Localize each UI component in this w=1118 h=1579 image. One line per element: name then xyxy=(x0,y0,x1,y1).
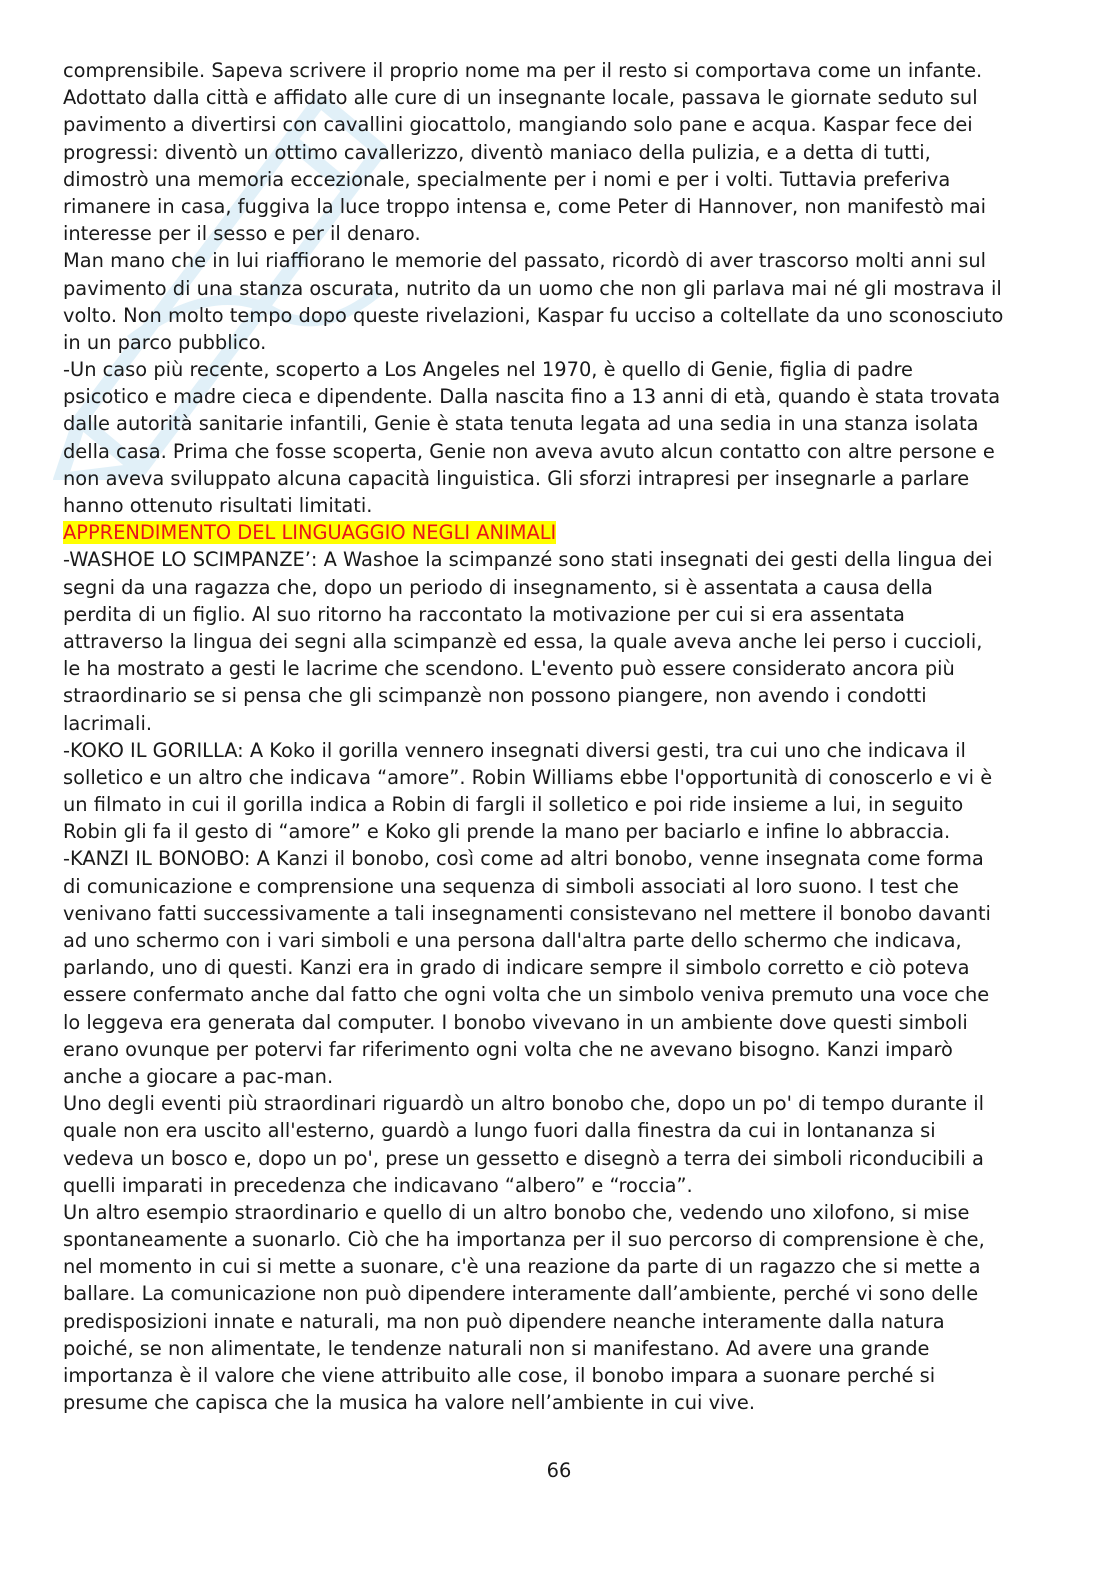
text-line: erano ovunque per potervi far riferimento ogni volta che ne avevano bisogno. Kanzi imparò xyxy=(63,1037,953,1061)
text-line: poiché, se non alimentate, le tendenze naturali non si manifestano. Ad avere una grande xyxy=(63,1336,930,1360)
text-line: Man mano che in lui riaffiorano le memorie del passato, ricordò di aver trascorso molti anni sul xyxy=(63,249,987,273)
text-line: un filmato in cui il gorilla indica a Robin di fargli il solletico e poi ride insieme a lui, in seguito xyxy=(63,793,964,817)
text-line: quelli imparati in precedenza che indicavano “albero” e “roccia”. xyxy=(63,1173,693,1197)
text-line: quale non era uscito all'esterno, guardò a lungo fuori dalla finestra da cui in lontananza si xyxy=(63,1119,936,1143)
text-line: interesse per il sesso e per il denaro. xyxy=(63,222,421,246)
text-line: essere confermato anche dal fatto che ogni volta che un simbolo veniva premuto una voce che xyxy=(63,983,990,1007)
text-line: comprensibile. Sapeva scrivere il proprio nome ma per il resto si comportava come un infante. xyxy=(63,59,983,82)
text-line: rimanere in casa, fuggiva la luce troppo intensa e, come Peter di Hannover, non manifestò mai xyxy=(63,194,987,218)
text-line: nel momento in cui si mette a suonare, c'è una reazione da parte di un ragazzo che si mette a xyxy=(63,1255,981,1279)
text-line: -WASHOE LO SCIMPANZE’: A Washoe la scimpanzé sono stati insegnati dei gesti della lingua dei xyxy=(63,548,993,572)
text-line: hanno ottenuto risultati limitati. xyxy=(63,494,373,517)
text-line: psicotico e madre cieca e dipendente. Dalla nascita fino a 13 anni di età, quando è stata trovata xyxy=(63,385,1001,409)
text-line: pavimento di una stanza oscurata, nutrito da un uomo che non gli parlava mai né gli mostrava il xyxy=(63,276,1002,300)
page-number: 66 xyxy=(546,1459,572,1482)
text-line: ballare. La comunicazione non può dipendere interamente dall’ambiente, perché vi sono delle xyxy=(63,1282,979,1306)
text-line: perdita di un figlio. Al suo ritorno ha raccontato la motivazione per cui si era assentata xyxy=(63,602,905,626)
section-heading-line xyxy=(63,519,1063,546)
text-line: anche a giocare a pac-man. xyxy=(63,1064,334,1088)
text-line: -KANZI IL BONOBO: A Kanzi il bonobo, così come ad altri bonobo, venne insegnata come forma xyxy=(63,847,984,871)
text-line: volto. Non molto tempo dopo queste rivelazioni, Kaspar fu ucciso a coltellate da uno sconosciuto xyxy=(63,303,1004,327)
text-line: parlando, uno di questi. Kanzi era in grado di indicare sempre il simbolo corretto e ciò poteva xyxy=(63,956,970,980)
text-line: -KOKO IL GORILLA: A Koko il gorilla vennero insegnati diversi gesti, tra cui uno che indicava il xyxy=(63,738,966,762)
text-line: non aveva sviluppato alcuna capacità linguistica. Gli sforzi intrapresi per insegnarle a parlare xyxy=(63,466,970,490)
text-line: venivano fatti successivamente a tali insegnamenti consistevano nel mettere il bonobo davanti xyxy=(63,901,991,925)
text-line: importanza è il valore che viene attribuito alle cose, il bonobo impara a suonare perché si xyxy=(63,1364,936,1387)
text-line: progressi: diventò un ottimo cavallerizzo, diventò maniaco della pulizia, e a detta di tutti, xyxy=(63,140,931,164)
text-line: Uno degli eventi più straordinari riguardò un altro bonobo che, dopo un po' di tempo durante il xyxy=(63,1092,984,1116)
text-line: pavimento a divertirsi con cavallini giocattolo, mangiando solo pane e acqua. Kaspar fece dei xyxy=(63,113,973,137)
text-line: di comunicazione e comprensione una sequenza di simboli associati al loro suono. I test che xyxy=(63,874,959,898)
text-line: vedeva un bosco e, dopo un po', prese un gessetto e disegnò a terra dei simboli riconducibili a xyxy=(63,1146,984,1170)
text-line: segni da una ragazza che, dopo un periodo di insegnamento, si è assentata a causa della xyxy=(63,575,933,599)
text-line: spontaneamente a suonarlo. Ciò che ha importanza per il suo percorso di comprensione è che, xyxy=(63,1228,985,1252)
text-line: dimostrò una memoria eccezionale, specialmente per i nomi e per i volti. Tuttavia preferiva xyxy=(63,167,951,191)
text-line: in un parco pubblico. xyxy=(63,330,267,354)
text-line: presume che capisca che la musica ha valore nell’ambiente in cui vive. xyxy=(63,1391,756,1415)
text-line: straordinario se si pensa che gli scimpanzè non possono piangere, non avendo i condotti xyxy=(63,684,927,708)
text-line: Robin gli fa il gesto di “amore” e Koko gli prende la mano per baciarlo e infine lo abbraccia. xyxy=(63,820,951,844)
text-line: le ha mostrato a gesti le lacrime che scendono. L'evento può essere considerato ancora più xyxy=(63,657,955,681)
text-line: lacrimali. xyxy=(63,711,152,735)
section-heading: APPRENDIMENTO DEL LINGUAGGIO NEGLI ANIMALI xyxy=(63,521,557,545)
text-line: predisposizioni innate e naturali, ma non può dipendere neanche interamente dalla natura xyxy=(63,1309,945,1333)
text-line: attraverso la lingua dei segni alla scimpanzè ed essa, la quale aveva anche lei perso i cuccioli, xyxy=(63,629,983,653)
body-text xyxy=(63,57,1063,1416)
text-line: -Un caso più recente, scoperto a Los Angeles nel 1970, è quello di Genie, figlia di padre xyxy=(63,358,913,382)
text-line: Un altro esempio straordinario e quello di un altro bonobo che, vedendo uno xilofono, si mise xyxy=(63,1200,970,1224)
text-line: ad uno schermo con i vari simboli e una persona dall'altra parte dello schermo che indicava, xyxy=(63,929,962,952)
text-line: della casa. Prima che fosse scoperta, Genie non aveva avuto alcun contatto con altre persone e xyxy=(63,439,995,463)
text-line: Adottato dalla città e affidato alle cure di un insegnante locale, passava le giornate seduto sul xyxy=(63,86,978,110)
text-line: dalle autorità sanitarie infantili, Genie è stata tenuta legata ad una sedia in una stanza isolata xyxy=(63,412,979,436)
text-line: lo leggeva era generata dal computer. I bonobo vivevano in un ambiente dove questi simboli xyxy=(63,1010,968,1034)
text-line: solletico e un altro che indicava “amore”. Robin Williams ebbe l'opportunità di conoscerlo e vi è xyxy=(63,765,993,789)
